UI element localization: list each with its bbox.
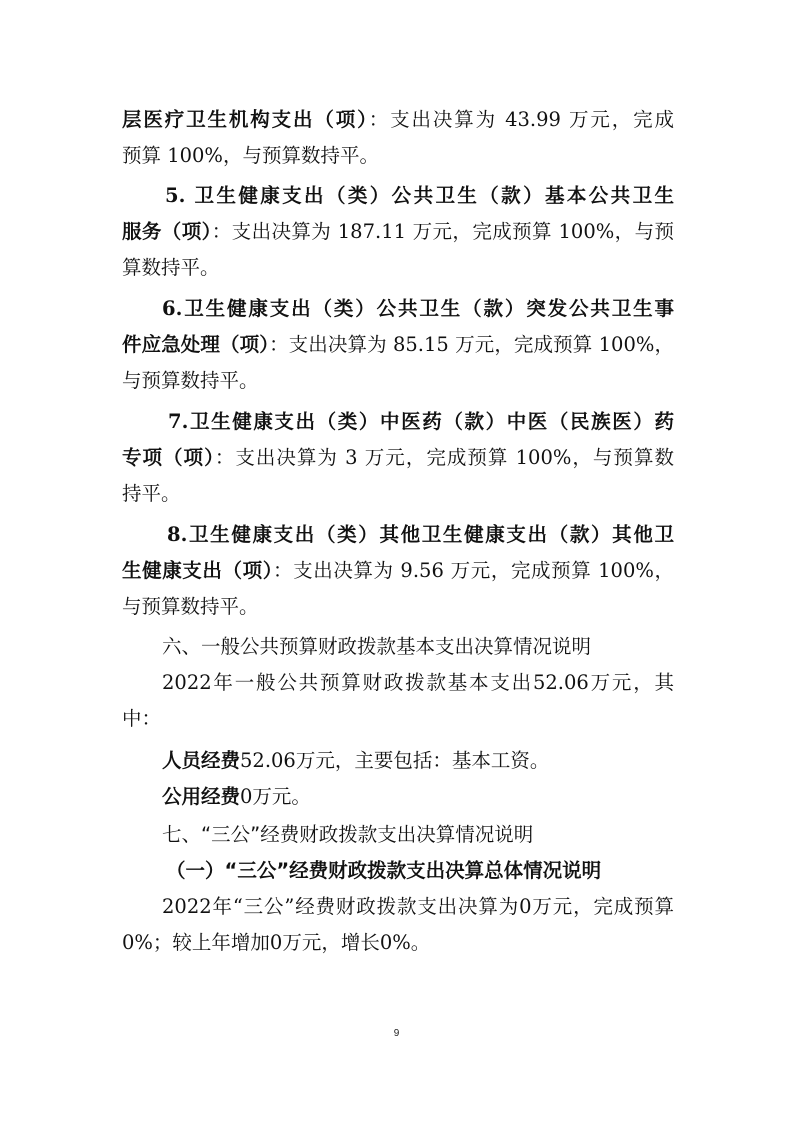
bold-item-title: 层医疗卫生机构支出（项） [122,108,369,131]
text-line [122,440,674,476]
bold-item-title: 件应急处理（项） [122,333,270,356]
item-description: 预算 100%，与预算数持平。 [122,144,379,167]
paragraph-item7 [122,404,674,512]
text-line [122,291,674,327]
text-line [122,250,674,286]
item-description: ：支出决算为 9.56 万元，完成预算 100%， [273,559,674,582]
text-line: 中： [122,707,162,730]
item-description: 与预算数持平。 [122,595,259,618]
text-line [122,517,674,553]
bold-item-title: 专项（项） [122,446,215,469]
paragraph-item4-continued [122,102,674,174]
item-description: ：支出决算为 85.15 万元，完成预算 100%， [269,333,674,356]
paragraph-item6 [122,291,674,399]
text-line: 0%；较上年增加0万元，增长0%。 [122,931,431,954]
section-6 [122,629,674,815]
bold-item-title: 6.卫生健康支出（类）公共卫生（款）突发公共卫生事 [162,297,674,320]
text-line [122,363,674,399]
public-expense-text: 0万元。 [240,785,311,808]
body-text [122,102,674,961]
text-line [122,138,674,174]
text-line [122,553,674,589]
public-expense-label: 公用经费 [162,785,241,808]
item-description: 与预算数持平。 [122,369,259,392]
personnel-expense-text: 52.06万元，主要包括：基本工资。 [240,749,550,772]
item-description: 算数持平。 [122,256,220,279]
bold-item-title: 生健康支出（项） [122,559,274,582]
bold-item-title: 服务（项） [122,220,212,243]
paragraph-item8 [122,517,674,625]
personnel-expense-line [122,743,674,779]
personnel-expense-label: 人员经费 [162,749,241,772]
text-line [122,102,674,138]
item-description: 持平。 [122,482,181,505]
text-line [122,589,674,625]
item-description: ：支出决算为 43.99 万元，完成 [368,108,674,131]
text-line: 2022年一般公共预算财政拨款基本支出52.06万元，其 [162,671,674,694]
text-line [122,327,674,363]
item-description: ：支出决算为 187.11 万元，完成预算 100%，与预 [211,220,674,243]
bold-item-title: 7.卫生健康支出（类）中医药（款）中医（民族医）药 [168,410,674,433]
item-description: ：支出决算为 3 万元，完成预算 100%，与预算数 [214,446,674,469]
text-line [122,476,674,512]
text-line [122,214,674,250]
section-7-heading: 七、“三公”经费财政拨款支出决算情况说明 [162,823,534,846]
section-7-subheading: （一）“三公”经费财政拨款支出决算总体情况说明 [166,859,602,882]
page-number: 9 [393,1028,400,1039]
paragraph-item5 [122,178,674,286]
section-7 [122,817,674,961]
text-line [122,404,674,440]
text-line [122,178,674,214]
bold-item-title: 5. 卫生健康支出（类）公共卫生（款）基本公共卫生 [165,184,674,207]
text-line: 2022年“三公”经费财政拨款支出决算为0万元，完成预算 [162,895,674,918]
public-expense-line [122,779,674,815]
section-6-heading: 六、一般公共预算财政拨款基本支出决算情况说明 [162,635,592,658]
bold-item-title: 8.卫生健康支出（类）其他卫生健康支出（款）其他卫 [167,523,674,546]
